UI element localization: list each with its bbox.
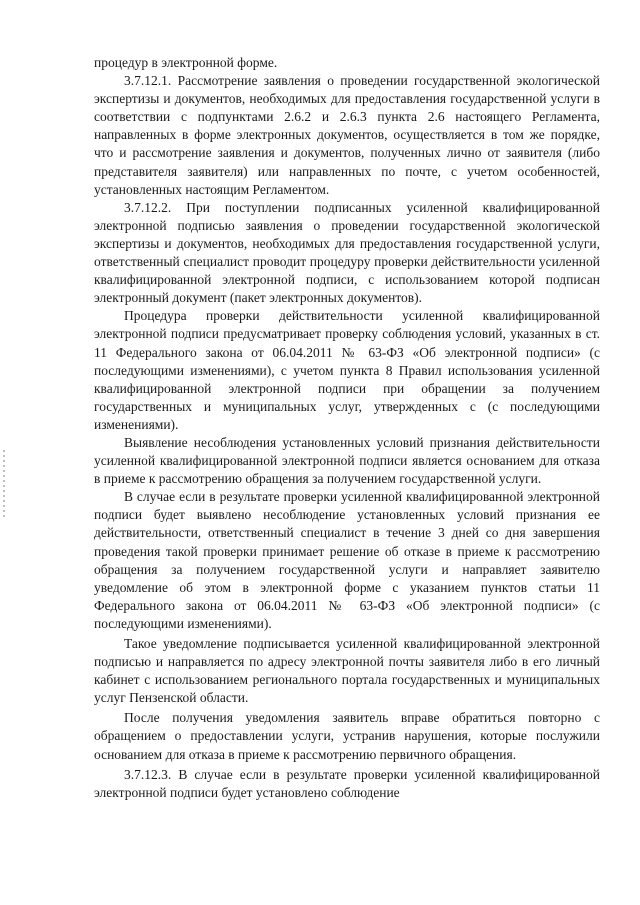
paragraph-notification: Такое уведомление подписывается усиленной квалифицированной электронной подписью и направляется по адресу электронной почты заявителя либо в его личный кабинет с использованием регионального портала государственных и муниципальных услуг Пензенской области. <box>94 636 600 706</box>
paragraph-refusal-decision: В случае если в результате проверки усиленной квалифицированной электронной подписи будет выявлено несоблюдение установленных условий признания ее действительности, ответственный специалист в течение 3 дней со дня завершения проведения такой проверки принимает решение об отказе в приеме к рассмотрению обращения за получением государственной услуги и направляет заявителю уведомление об этом в электронной форме с указанием пунктов статьи 11 Федерального закона от 06.04.2011 № 63-ФЗ «Об электронной подписи» (с последующими изменениями). <box>94 489 600 631</box>
document-page <box>94 54 600 802</box>
paragraph-reapply: После получения уведомления заявитель вправе обратиться повторно с обращением о предоставлении услуги, устранив нарушения, которые послужили основанием для отказа в приеме к рассмотрению первичного обращения. <box>94 710 600 762</box>
scan-edge-mark <box>3 450 5 520</box>
paragraph-3-7-12-2: 3.7.12.2. При поступлении подписанных усиленной квалифицированной электронной подписью заявления о проведении государственной экологической экспертизы и документов, необходимых для предоставления государственной услуги, ответственный специалист проводит процедуру проверки действительности усиленной квалифицированной электронной подписи, с использованием которой подписан электронный документ (пакет электронных документов). <box>94 199 600 306</box>
paragraph-noncompliance: Выявление несоблюдения установленных условий признания действительности усиленной квалифицированной электронной подписи является основанием для отказа в приеме к рассмотрению обращения за получением государственной услуги. <box>94 434 600 487</box>
paragraph-3-7-12-3: 3.7.12.3. В случае если в результате проверки усиленной квалифицированной электронной подписи будет установлено соблюдение <box>94 766 600 800</box>
paragraph-3-7-12-1: 3.7.12.1. Рассмотрение заявления о проведении государственной экологической экспертизы и документов, необходимых для предоставления государственной услуги в соответствии с подпунктами 2.6.2 и 2.6.3 пункта 2.6 настоящего Регламента, направленных в форме электронных документов, осуществляется в том же порядке, что и рассмотрение заявления и документов, полученных лично от заявителя (либо представителя заявителя) или направленных по почте, с учетом особенностей, установленных настоящим Регламентом. <box>94 73 600 197</box>
paragraph-continuation: процедур в электронной форме. <box>94 55 278 70</box>
paragraph-verification-procedure: Процедура проверки действительности усиленной квалифицированной электронной подписи предусматривает проверку соблюдения условий, указанных в ст. 11 Федерального закона от 06.04.2011 № 63-ФЗ «Об электронной подписи» (с последующими изменениями), с учетом пункта 8 Правил использования усиленной квалифицированной электронной подписи при обращении за получением государственных и муниципальных услуг, утвержденных с (с последующими изменениями). <box>94 308 600 432</box>
